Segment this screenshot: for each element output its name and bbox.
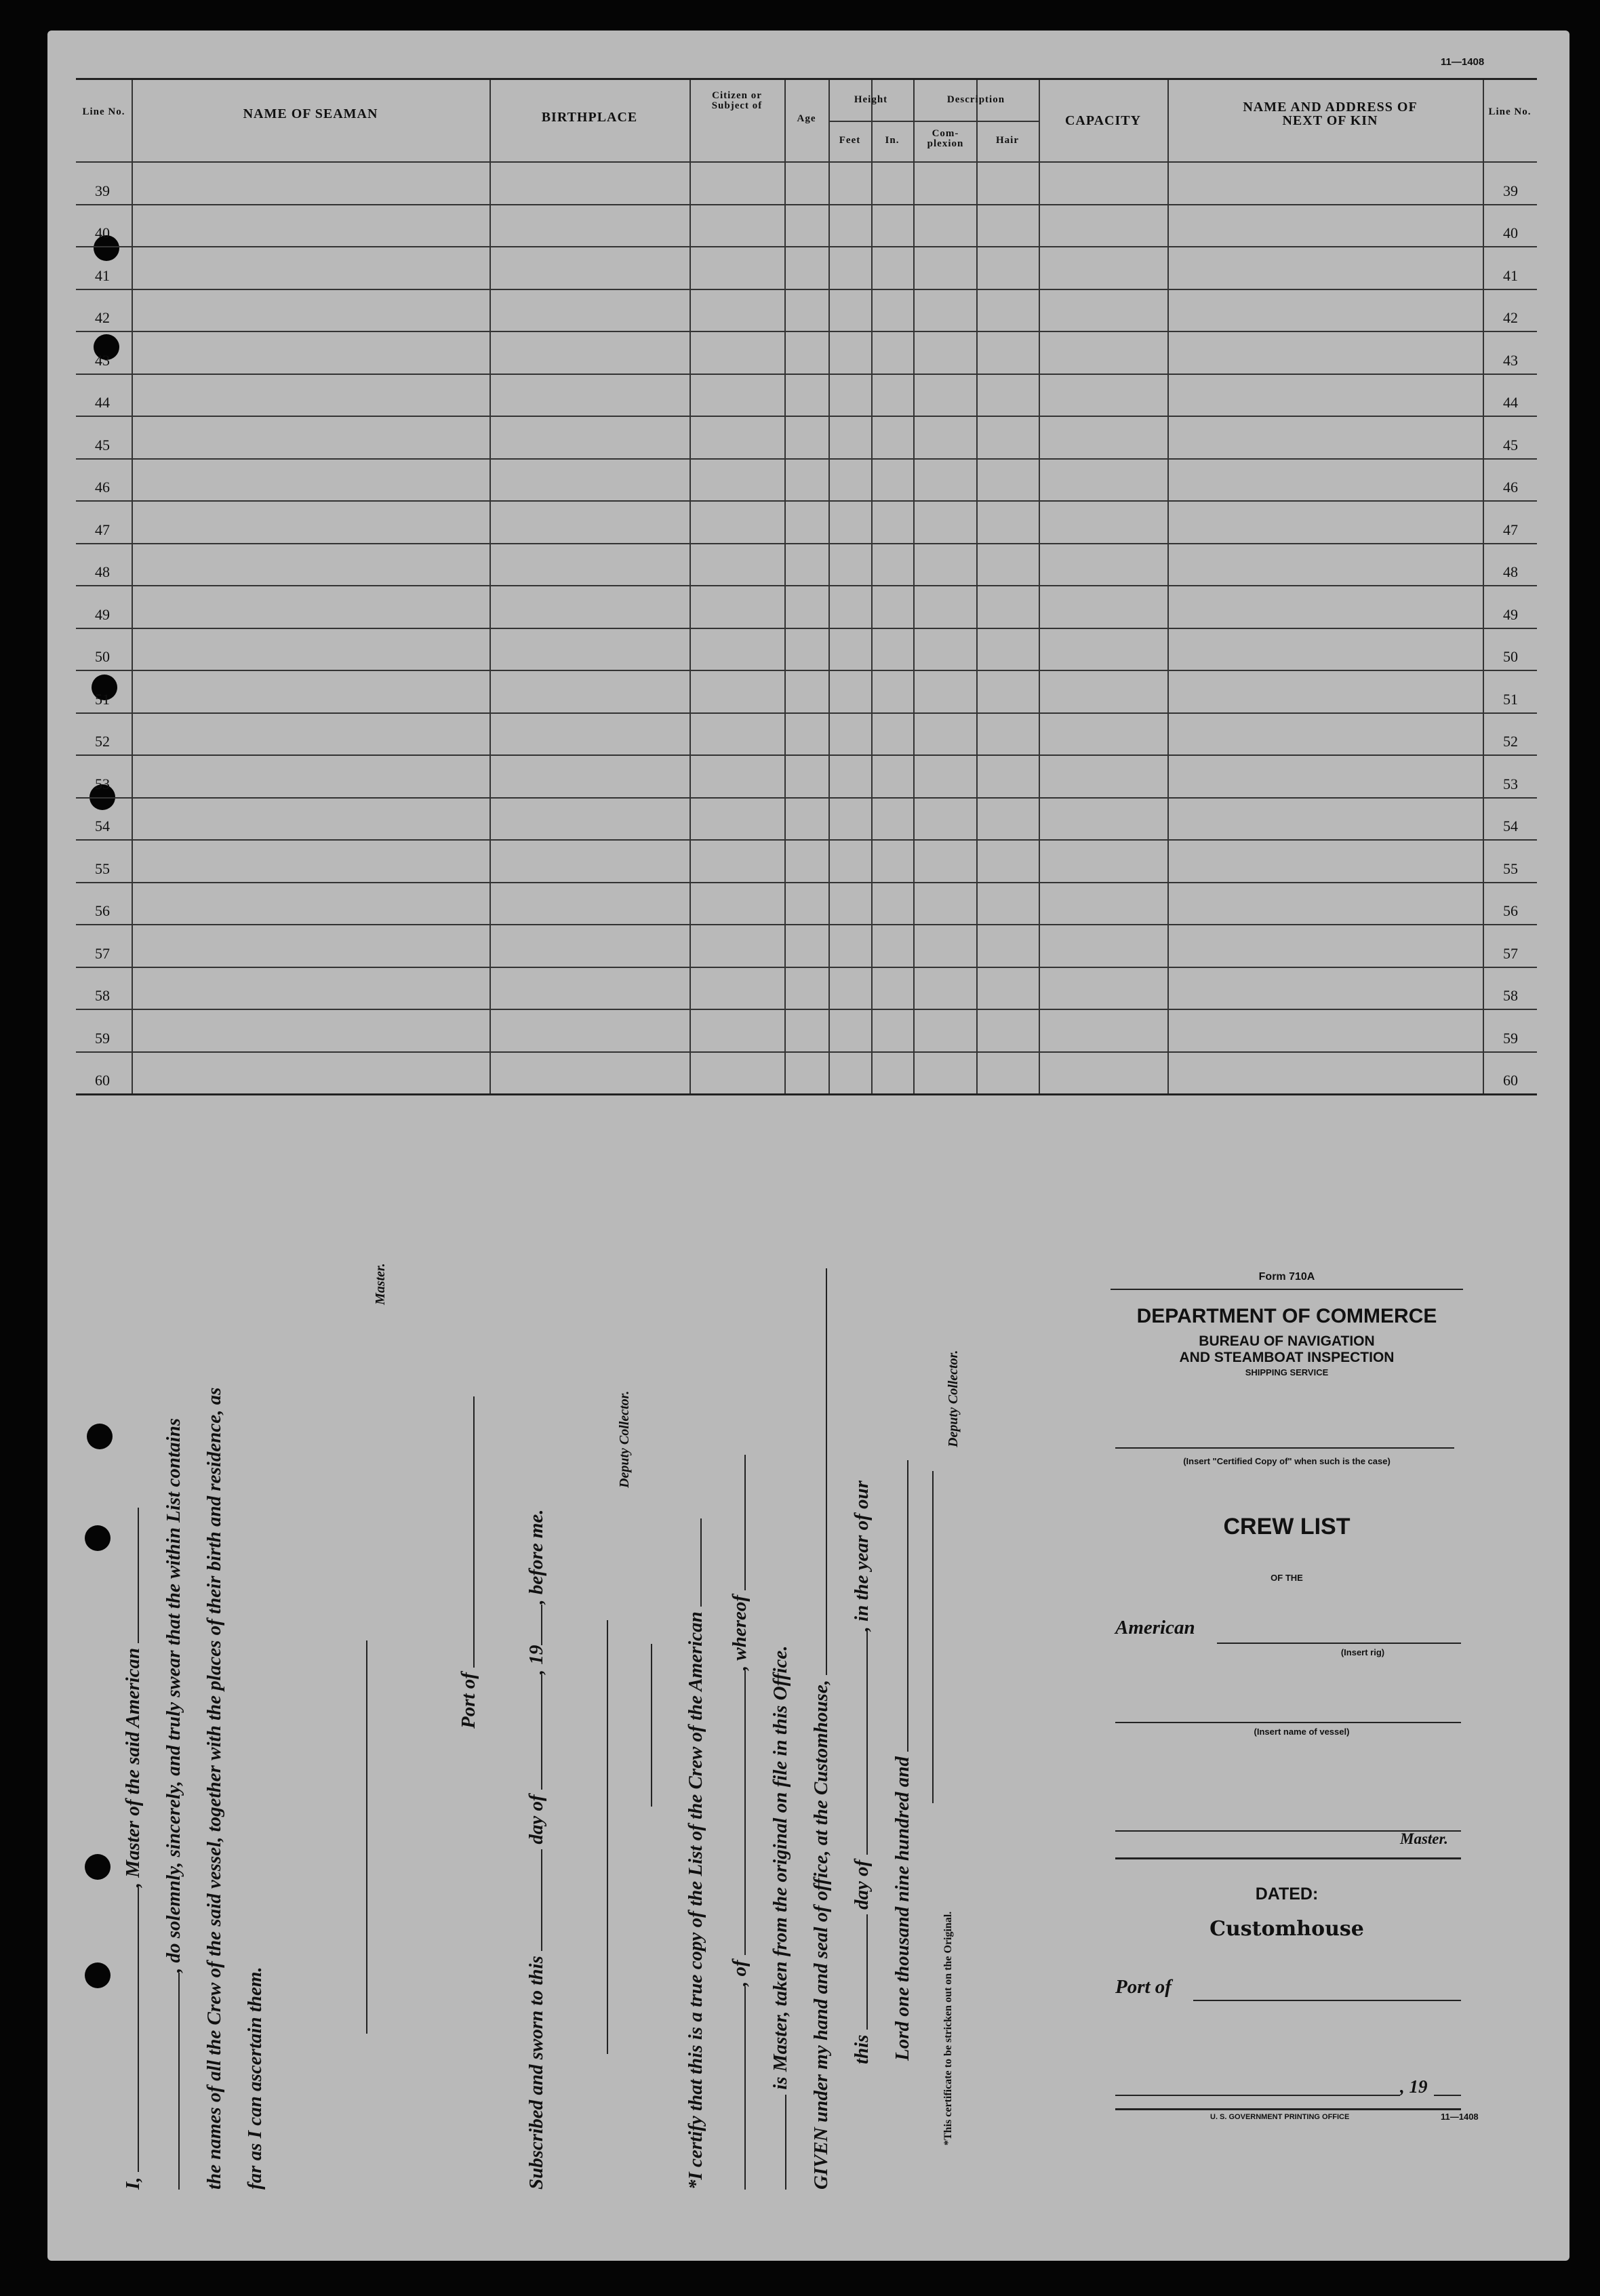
table-row: [76, 374, 1537, 375]
header-feet: Feet: [839, 135, 861, 146]
line-number-right: 53: [1503, 775, 1518, 792]
table-row: [76, 500, 1537, 502]
oath-line-2: , do solemnly, sincerely, and truly swear that the within List contains: [163, 1417, 184, 1973]
line-number-left: 55: [95, 860, 110, 877]
header-capacity: CAPACITY: [1064, 113, 1142, 128]
year-19-label: , 19: [1400, 2076, 1428, 2097]
line-number-left: 51: [95, 690, 110, 708]
line-number-left: 57: [95, 944, 110, 962]
line-number-left: 60: [95, 1072, 110, 1089]
insert-rig-note: (Insert rig): [1340, 1647, 1385, 1657]
bureau-line-2: AND STEAMBOAT INSPECTION: [1179, 1350, 1395, 1365]
table-row: [76, 1009, 1537, 1010]
header-line-no-right: Line No.: [1488, 106, 1532, 117]
line-number-left: 50: [95, 648, 110, 665]
oath-day-of: day of: [525, 1794, 547, 1845]
line-number-left: 39: [95, 182, 110, 199]
punch-hole: [87, 1424, 113, 1449]
punch-hole: [85, 1854, 111, 1880]
line-number-right: 42: [1503, 309, 1518, 326]
form-number: Form 710A: [1258, 1271, 1315, 1283]
line-number-right: 46: [1503, 479, 1518, 496]
line-number-right: 41: [1503, 266, 1518, 284]
customhouse-label: Customhouse: [1209, 1917, 1364, 1941]
line-number-right: 39: [1503, 182, 1518, 199]
line-number-left: 46: [95, 479, 110, 496]
certified-copy-note: (Insert "Certified Copy of" when such is the case): [1183, 1456, 1391, 1466]
cert-line-1: *I certify that this is a true copy of the List of the Crew of the American: [685, 1611, 706, 2190]
printing-office: U. S. GOVERNMENT PRINTING OFFICE: [1210, 2113, 1350, 2121]
line-number-left: 40: [95, 224, 110, 241]
line-number-right: 49: [1503, 605, 1518, 623]
line-number-right: 50: [1503, 648, 1518, 665]
cert-line-4: GIVEN under my hand and seal of office, at the Customhouse,: [810, 1680, 832, 2190]
of-the-label: OF THE: [1271, 1573, 1303, 1583]
oath-before-me: , before me.: [525, 1509, 547, 1605]
oath-subscribed: Subscribed and sworn to this: [525, 1956, 547, 2190]
line-number-right: 47: [1503, 521, 1518, 538]
department-title: DEPARTMENT OF COMMERCE: [1136, 1305, 1437, 1327]
oath-line-4: far as I can ascertain them.: [244, 1967, 266, 2190]
table-row: [76, 712, 1537, 714]
line-number-right: 45: [1503, 436, 1518, 454]
table-row: [76, 882, 1537, 883]
header-hair: Hair: [996, 135, 1019, 146]
table-row: [76, 246, 1537, 247]
line-number-left: 41: [95, 266, 110, 284]
cert-whereof: , whereof: [729, 1594, 751, 1671]
line-number-left: 49: [95, 605, 110, 623]
master-label: Master.: [1400, 1830, 1448, 1847]
header-citizen: Citizen or Subject of: [711, 90, 763, 111]
cert-of: , of: [729, 1960, 751, 1986]
line-number-right: 59: [1503, 1029, 1518, 1047]
line-number-right: 58: [1503, 987, 1518, 1004]
header-complexion: Com- plexion: [927, 128, 964, 149]
table-row: [76, 839, 1537, 841]
table-row: [76, 670, 1537, 671]
line-number-left: 54: [95, 818, 110, 834]
table-row: [76, 797, 1537, 799]
crew-list-sheet: [47, 31, 1569, 2261]
cert-deputy-collector: Deputy Collector.: [946, 1350, 961, 1447]
oath-deputy-collector: Deputy Collector.: [617, 1390, 632, 1488]
oath-i: I,: [122, 2177, 144, 2190]
line-number-left: 45: [95, 436, 110, 454]
header-inches: In.: [885, 135, 900, 146]
line-number-right: 52: [1503, 733, 1518, 750]
header-birthplace: BIRTHPLACE: [541, 110, 638, 125]
line-number-right: 44: [1503, 394, 1518, 411]
crew-list-title: CREW LIST: [1223, 1514, 1351, 1539]
american-label: American: [1115, 1617, 1195, 1638]
line-number-left: 58: [95, 987, 110, 1004]
table-row: [76, 458, 1537, 460]
line-number-right: 55: [1503, 860, 1518, 877]
cert-line-3: is Master, taken from the original on file in this Office.: [769, 1645, 791, 2090]
line-number-right: 43: [1503, 351, 1518, 369]
bureau-line-1: BUREAU OF NAVIGATION: [1199, 1333, 1375, 1349]
table-row: [76, 416, 1537, 417]
line-number-right: 57: [1503, 944, 1518, 962]
table-row: [76, 967, 1537, 968]
line-number-left: 47: [95, 521, 110, 538]
oath-port-of: Port of: [458, 1672, 479, 1729]
line-number-right: 51: [1503, 690, 1518, 708]
oath-line-3: the names of all the Crew of the said vessel, together with the places of their birth and residence, as: [203, 1387, 225, 2190]
header-age: Age: [797, 113, 816, 124]
cert-in-the-year: , in the year of our: [851, 1481, 873, 1632]
table-row: [76, 628, 1537, 629]
line-number-left: 59: [95, 1029, 110, 1047]
punch-hole: [85, 1962, 111, 1988]
table-row: [76, 331, 1537, 332]
cert-this: this: [851, 2034, 873, 2064]
port-of-label: Port of: [1115, 1976, 1172, 1998]
line-number-left: 56: [95, 902, 110, 919]
header-description: Description: [946, 94, 1005, 105]
line-number-left: 43: [95, 351, 110, 369]
line-number-right: 40: [1503, 224, 1518, 241]
oath-master-label: Master.: [373, 1263, 388, 1305]
cert-day-of: day of: [851, 1859, 873, 1910]
header-line-no: Line No.: [82, 106, 125, 117]
crew-table: [76, 78, 1537, 1095]
table-row: [76, 585, 1537, 586]
dated-label: DATED:: [1255, 1885, 1319, 1904]
oath-year: , 19: [525, 1645, 547, 1675]
header-next-of-kin: NAME AND ADDRESS OF NEXT OF KIN: [1243, 100, 1418, 128]
header-divider: [76, 161, 1537, 163]
form-code-top: 11—1408: [1441, 56, 1485, 68]
insert-vessel-note: (Insert name of vessel): [1254, 1727, 1350, 1737]
oath-line-1: , Master of the said American: [122, 1647, 144, 1888]
line-number-left: 42: [95, 309, 110, 326]
line-number-right: 56: [1503, 902, 1518, 919]
line-number-left: 44: [95, 394, 110, 411]
table-row: [76, 754, 1537, 756]
line-number-left: 53: [95, 775, 110, 792]
punch-hole: [85, 1525, 111, 1551]
line-number-left: 52: [95, 733, 110, 750]
table-row: [76, 1051, 1537, 1053]
cert-footnote: *This certificate to be stricken out on the Original.: [942, 1911, 954, 2146]
shipping-service: SHIPPING SERVICE: [1245, 1367, 1329, 1377]
line-number-right: 60: [1503, 1072, 1518, 1089]
table-row: [76, 289, 1537, 290]
line-number-left: 48: [95, 563, 110, 580]
header-name-of-seaman: NAME OF SEAMAN: [243, 106, 378, 121]
line-number-right: 54: [1503, 818, 1518, 834]
table-row: [76, 924, 1537, 925]
line-number-right: 48: [1503, 563, 1518, 580]
form-code-bottom: 11—1408: [1441, 2112, 1479, 2122]
table-row: [76, 543, 1537, 544]
cert-lord: Lord one thousand nine hundred and: [892, 1756, 913, 2061]
header-height: Height: [854, 94, 888, 105]
table-row: [76, 204, 1537, 205]
